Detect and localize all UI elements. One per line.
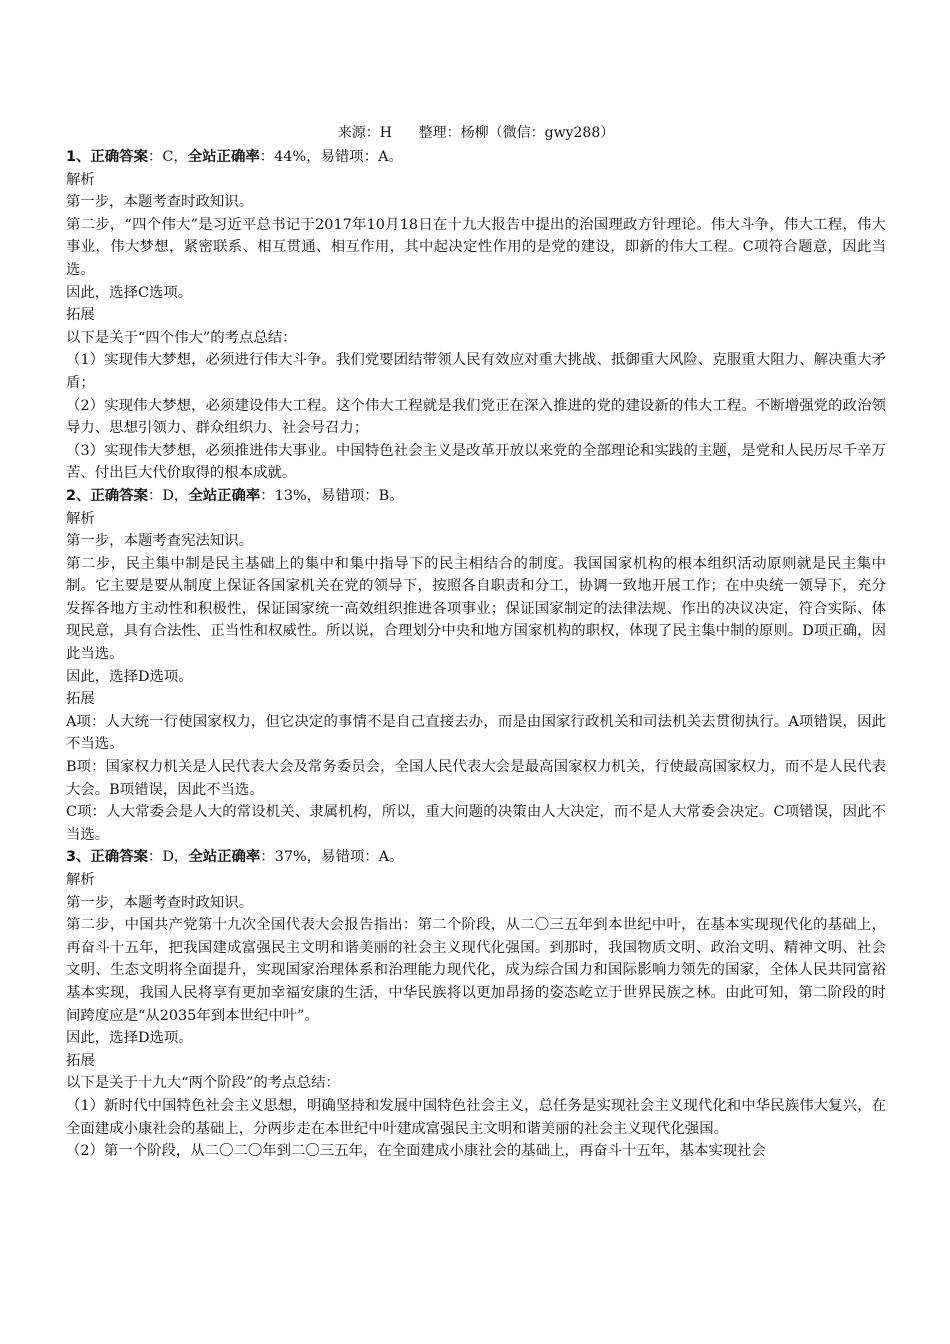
source-header: 来源：H 整理：杨柳（微信：gwy288） bbox=[337, 125, 615, 141]
analysis-step-2: 第二步，民主集中制是民主基础上的集中和集中指导下的民主相结合的制度。我国国家机构的根本组织活动原则就是民主集中制。它主要是要从制度上保证各国家机关在党的领导下，按照各自职责和分工，协调一致地开展工作；在中央统一领导下，充分发挥各地方主动性和积极性，保证国家统一高效组织推进各项事业；保证国家制定的法律法规、作出的决议决定，符合实际、体现民意，具有合法性、正当性和权威性。所以说，合理划分中央和地方国家机构的职权，体现了民主集中制的原则。D项正确，因此当选。 bbox=[66, 555, 886, 663]
extension-item: （2）第一个阶段，从二〇二〇年到二〇三五年，在全面建成小康社会的基础上，再奋斗十五年，基本实现社会 bbox=[66, 1143, 766, 1160]
rate-value: ：37%，易错项：A。 bbox=[260, 849, 404, 866]
analysis-step-1: 第一步，本题考查时政知识。 bbox=[66, 894, 254, 911]
extension-title: 拓展 bbox=[66, 307, 95, 324]
extension-item: （2）实现伟大梦想，必须建设伟大工程。这个伟大工程就是我们党正在深入推进的党的建设新的伟大工程。不断增强党的政治领导力、思想引领力、群众组织力、社会号召力； bbox=[66, 397, 886, 437]
answer-line bbox=[66, 146, 886, 169]
conclusion: 因此，选择D选项。 bbox=[66, 668, 193, 685]
rate-label: 全站正确率 bbox=[188, 487, 261, 504]
extension-title: 拓展 bbox=[66, 1052, 95, 1069]
document-body bbox=[66, 146, 886, 1163]
answer-line bbox=[66, 485, 886, 508]
answer-label: 正确答案 bbox=[90, 849, 148, 866]
answer-value: ：D， bbox=[147, 849, 189, 866]
rate-value: ：44%，易错项：A。 bbox=[259, 149, 403, 165]
rate-label: 全站正确率 bbox=[188, 849, 261, 866]
question-number: 2、 bbox=[66, 487, 91, 504]
conclusion: 因此，选择D选项。 bbox=[66, 1030, 193, 1047]
question-number: 3、 bbox=[66, 849, 91, 866]
question-1 bbox=[66, 146, 886, 485]
answer-line bbox=[66, 846, 886, 869]
conclusion: 因此，选择C选项。 bbox=[66, 284, 193, 301]
analysis-step-2: 第二步，中国共产党第十九次全国代表大会报告指出：第二个阶段，从二〇三五年到本世纪中叶，在基本实现现代化的基础上，再奋斗十五年，把我国建成富强民主文明和谐美丽的社会主义现代化强国。到那时，我国物质文明、政治文明、精神文明、社会文明、生态文明将全面提升，实现国家治理体系和治理能力现代化，成为综合国力和国际影响力领先的国家，全体人民共同富裕基本实现，我国人民将享有更加幸福安康的生活，中华民族将以更加昂扬的姿态屹立于世界民族之林。由此可知，第二阶段的时间跨度应是“从2035年到本世纪中叶”。 bbox=[66, 917, 886, 1024]
analysis-title: 解析 bbox=[66, 171, 95, 188]
extension-item: （3）实现伟大梦想，必须推进伟大事业。中国特色社会主义是改革开放以来党的全部理论和实践的主题，是党和人民历尽千辛万苦、付出巨大代价取得的根本成就。 bbox=[66, 442, 886, 482]
analysis-title: 解析 bbox=[66, 510, 95, 527]
analysis-title: 解析 bbox=[66, 872, 95, 888]
extension-item: B项：国家权力机关是人民代表大会及常务委员会，全国人民代表大会是最高国家权力机关，行使最高国家权力，而不是人民代表大会。B项错误，因此不当选。 bbox=[66, 759, 886, 798]
question-3 bbox=[66, 846, 886, 1162]
extension-title: 拓展 bbox=[66, 691, 95, 708]
answer-label: 正确答案 bbox=[90, 487, 148, 504]
answer-label: 正确答案 bbox=[90, 149, 148, 165]
answer-value: ：C， bbox=[147, 149, 188, 165]
question-2 bbox=[66, 485, 886, 847]
extension-item: C项：人大常委会是人大的常设机关、隶属机构，所以，重大问题的决策由人大决定，而不是人大常委会决定。C项错误，因此不当选。 bbox=[66, 804, 886, 843]
extension-item: （1）实现伟大梦想，必须进行伟大斗争。我们党要团结带领人民有效应对重大挑战、抵御重大风险、克服重大阻力、解决重大矛盾； bbox=[66, 352, 886, 391]
rate-label: 全站正确率 bbox=[187, 149, 260, 165]
analysis-step-1: 第一步，本题考查宪法知识。 bbox=[66, 533, 254, 550]
analysis-step-2: 第二步，“四个伟大”是习近平总书记于2017年10月18日在十九大报告中提出的治国理政方针理论。伟大斗争，伟大工程，伟大事业，伟大梦想，紧密联系、相互贯通、相互作用，其中起决定性作用的是党的建设，即新的伟大工程。C项符合题意，因此当选。 bbox=[66, 216, 886, 278]
answer-value: ：D， bbox=[147, 487, 189, 504]
extension-item: （1）新时代中国特色社会主义思想，明确坚持和发展中国特色社会主义，总任务是实现社会主义现代化和中华民族伟大复兴，在全面建成小康社会的基础上，分两步走在本世纪中叶建成富强民主文明和谐美丽的社会主义现代化强国。 bbox=[66, 1097, 886, 1137]
analysis-step-1: 第一步，本题考查时政知识。 bbox=[66, 194, 254, 211]
extension-item: 以下是关于十九大“两个阶段”的考点总结： bbox=[66, 1075, 340, 1092]
extension-item: 以下是关于“四个伟大”的考点总结： bbox=[66, 329, 297, 346]
extension-item: A项：人大统一行使国家权力，但它决定的事情不是自己直接去办，而是由国家行政机关和司法机关去贯彻执行。A项错误，因此不当选。 bbox=[66, 713, 886, 753]
question-number: 1、 bbox=[66, 149, 91, 165]
rate-value: ：13%，易错项：B。 bbox=[260, 487, 404, 504]
